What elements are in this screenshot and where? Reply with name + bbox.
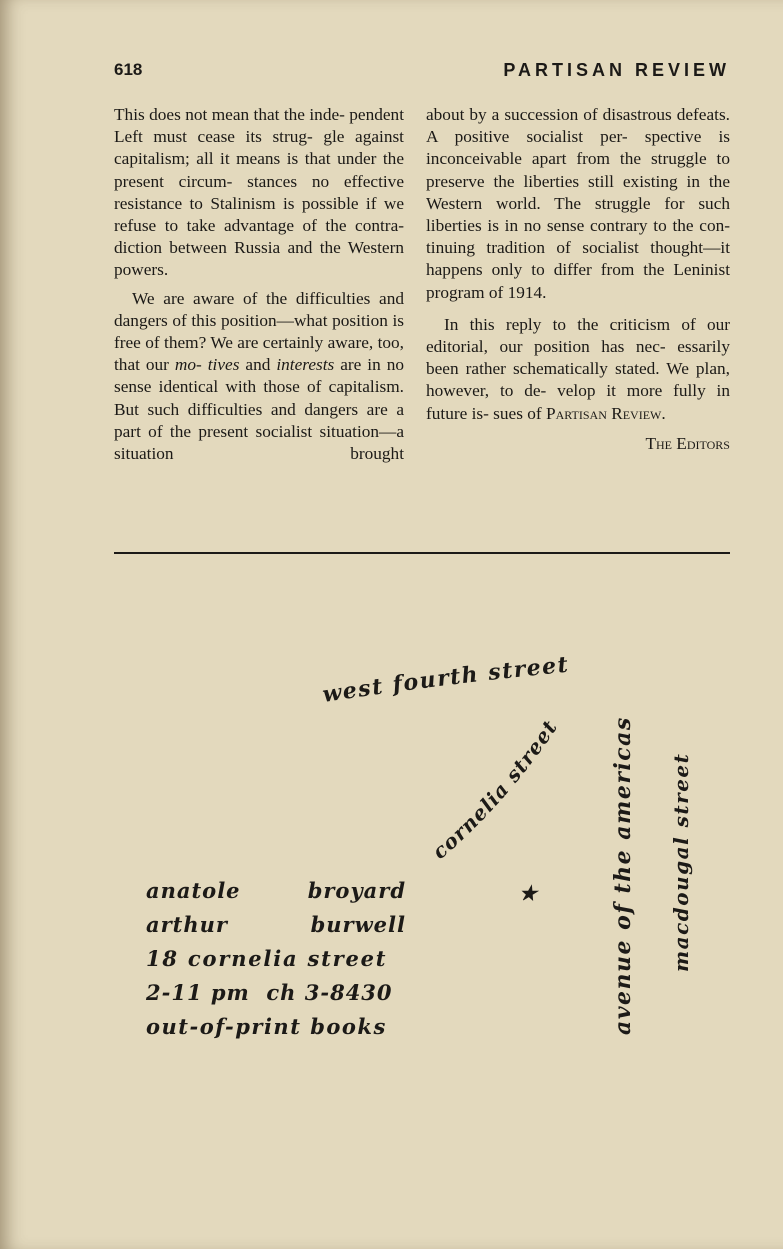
emphasis: mo- tives bbox=[174, 355, 240, 375]
ad-line: anatole broyard bbox=[146, 878, 406, 903]
avenue-of-the-americas-label: avenue of the americas bbox=[610, 716, 636, 1035]
paragraph: about by a succession of disastrous defeats. A positive socialist per- spective is inconceivable apart from the struggle to preserve the liberties still existing in the Western world. The struggle for such liberties is in no sense contrary to the con- tinuing tradition of socialist thought—it happens only to differ from the Leninist program of 1914. bbox=[426, 105, 730, 302]
cornelia-street-label: cornelia street bbox=[427, 715, 563, 864]
ad-line: arthur burwell bbox=[146, 912, 406, 937]
emphasis: interests bbox=[276, 355, 335, 375]
ad-tagline: out-of-print books bbox=[146, 1014, 387, 1039]
ad-address: 18 cornelia street bbox=[146, 946, 388, 971]
right-column bbox=[426, 104, 730, 455]
divider-rule bbox=[114, 552, 730, 554]
journal-title: PARTISAN REVIEW bbox=[503, 60, 730, 80]
journal-name: Partisan Review bbox=[545, 403, 662, 423]
running-header bbox=[114, 60, 730, 88]
page-number: 618 bbox=[114, 60, 143, 79]
street-map bbox=[300, 640, 740, 1060]
paragraph: In this reply to the criticism of our editorial, our position has nec- essarily been rather schematically stated. We plan, however, to de- velop it more fully in future is- sues of Partisan Review. bbox=[426, 314, 730, 423]
location-star-icon: ★ bbox=[519, 881, 537, 905]
macdougal-street-label: macdougal street bbox=[669, 752, 693, 972]
paragraph: We are aware of the difficulties and dangers of this position—what position is free of them? We are certainly aware, too, that our mo- tives and interests are in no sense identical with those of capitalism. But such difficulties and dangers are a part of the present socialist situation—a situation brought bbox=[114, 288, 405, 464]
west-fourth-street-label: west fourth street bbox=[320, 651, 571, 708]
left-column bbox=[114, 104, 404, 465]
signature: The Editors bbox=[645, 433, 730, 453]
ad-hours-phone: 2-11 pm ch 3-8430 bbox=[146, 980, 393, 1005]
paragraph: This does not mean that the inde- pendent Left must cease its strug- gle against capitalism; all it means is that under the present circum- stances no effective resistance to Stalinism is possible if we refuse to take advantage of the contra- diction between Russia and the Western powers. bbox=[114, 105, 404, 280]
